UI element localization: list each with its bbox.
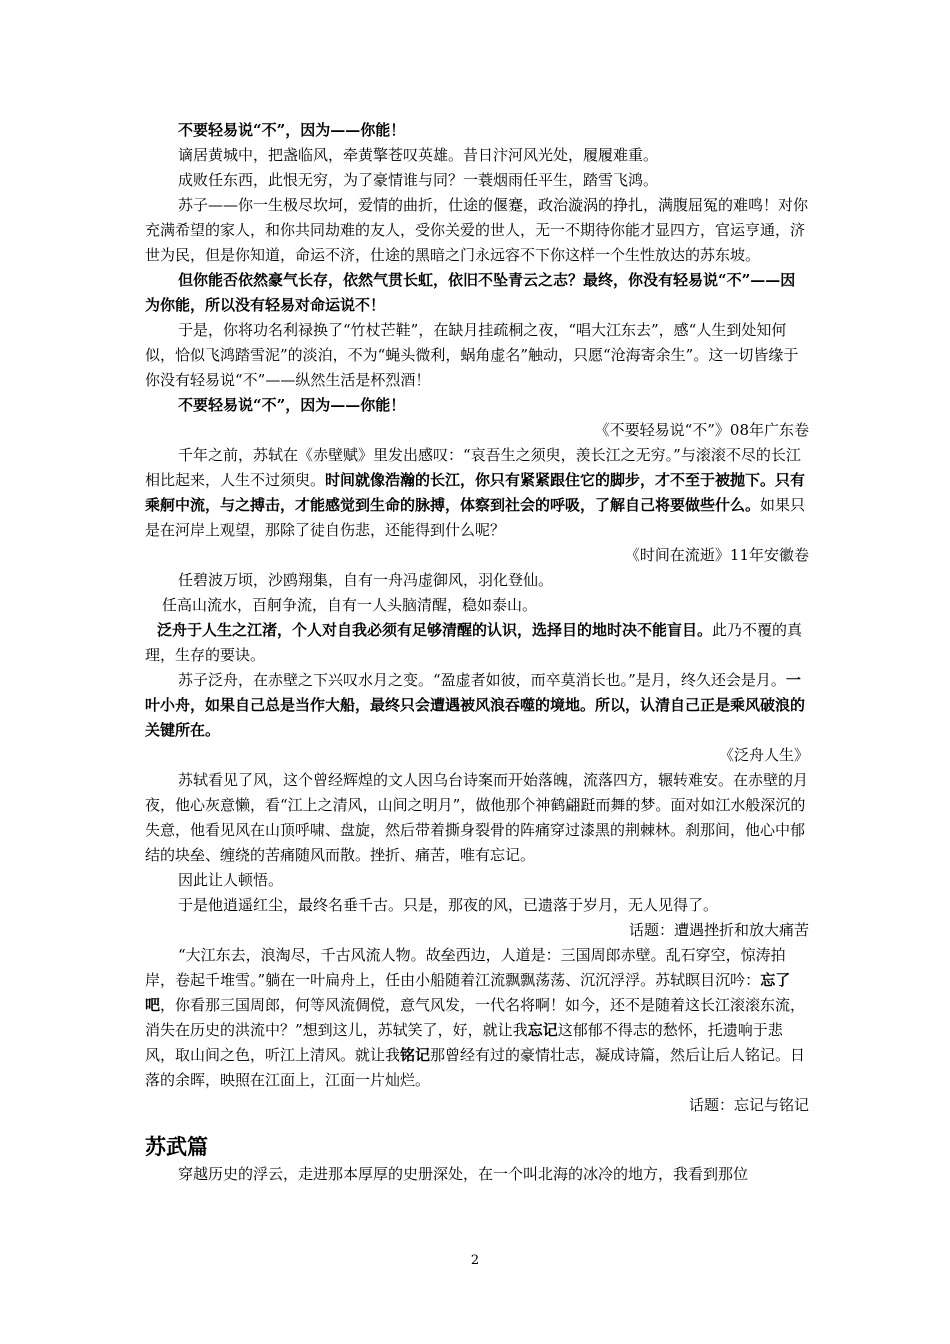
- text-span: ，你看那三国周郎，何等风流倜傥，意气风发，一代名将啊！如今，还不是随着这长江滚滚东流，消失在历史的洪流中？”想到这儿，苏轼笑了，好，就让我: [145, 996, 806, 1039]
- text-span: 苏子泛舟，在赤壁之下兴叹水月之变。“盈虚者如彼，而卒莫消长也。”是月，终久还会是月。: [178, 671, 786, 689]
- source-citation: 《不要轻易说“不”》08年广东卷: [594, 421, 809, 439]
- text-span: 那曾经有过的豪情壮志，凝成诗篇，然后让后人铭记。日落的余晖，映照在江面上，江面一片灿烂。: [145, 1046, 806, 1089]
- bold-paragraph: 但你能否依然豪气长存，依然气贯长虹，依旧不坠青云之志？最终，你没有轻易说“不”——因为你能，所以没有轻易对命运说不！: [145, 271, 796, 314]
- paragraph: [145, 618, 809, 668]
- page-number: 2: [470, 1253, 480, 1268]
- paragraph: [145, 443, 809, 543]
- paragraph: 苏轼看见了风，这个曾经辉煌的文人因乌台诗案而开始落魄，流落四方，辗转难安。在赤壁的月夜，他心灰意懒，看“江上之清风，山间之明月”，做他那个神鹤翩跹而舞的梦。面对如江水般深沉的失意，他看见风在山顶呼啸、盘旋，然后带着撕身裂骨的阵痛穿过漆黑的荆棘林。刹那间，他心中郁结的块垒、缠绕的苦痛随风而散。挫折、痛苦，唯有忘记。: [145, 771, 809, 864]
- bold-paragraph: 不要轻易说“不”，因为——你能！: [178, 396, 406, 414]
- source-citation: 《时间在流逝》11年安徽卷: [624, 546, 809, 564]
- paragraph: [145, 943, 809, 1093]
- text-span: 千年之前，苏轼在《赤壁赋》里发出感叹：“哀吾生之须臾，羡长江之无穷。”与滚滚不尽的长江相比起来，人生不过须臾。: [145, 446, 801, 489]
- bold-paragraph: 不要轻易说“不”，因为——你能！: [178, 121, 406, 139]
- text-span: 如果只是在河岸上观望，那除了徒自伤悲，还能得到什么呢？: [145, 496, 806, 539]
- paragraph: 苏子——你一生极尽坎坷，爱情的曲折，仕途的偃蹇，政治漩涡的挣扎，满腹屈冤的难鸣！对你充满希望的家人，和你共同劫难的友人，受你关爱的世人，无一不期待你能才显四方，官运亨通，济世为民，但是你知道，命运不济，仕途的黑暗之门永远容不下你这样一个生性放达的苏东坡。: [145, 196, 809, 264]
- paragraph: 任碧波万顷，沙鸥翔集，自有一舟冯虚御风，羽化登仙。: [178, 571, 554, 589]
- source-citation: 话题：忘记与铭记: [688, 1096, 809, 1114]
- text-span: 此乃不覆的真理，生存的要诀。: [145, 621, 803, 664]
- source-citation: 《泛舟人生》: [718, 746, 809, 764]
- text-span: “大江东去，浪淘尽，千古风流人物。故垒西边，人道是：三国周郎赤壁。乱石穿空，惊涛拍岸，卷起千堆雪。”躺在一叶扁舟上，任由小船随着江流飘飘荡荡、沉沉浮浮。苏轼瞑目沉吟：: [145, 946, 786, 989]
- paragraph: 成败任东西，此恨无穷，为了豪情谁与同？一蓑烟雨任平生，踏雪飞鸿。: [178, 171, 659, 189]
- document-body: [145, 118, 809, 1187]
- bold-text-span: 泛舟于人生之江渚，个人对自我必须有足够清醒的认识，选择目的地时决不能盲目。: [157, 621, 713, 639]
- paragraph: 于是他逍遥红尘，最终名垂千古。只是，那夜的风，已遗落于岁月，无人见得了。: [178, 896, 719, 914]
- paragraph: 谪居黄城中，把盏临风，牵黄擎苍叹英雄。昔日汴河风光处，履履难重。: [178, 146, 659, 164]
- paragraph: 任高山流水，百舸争流，自有一人头脑清醒，稳如泰山。: [162, 596, 538, 614]
- bold-text-span: 时间就像浩瀚的长江，你只有紧紧跟住它的脚步，才不至于被抛下。只有乘舸中流，与之搏击，才能感觉到生命的脉搏，体察到社会的呼吸，了解自己将要做些什么。: [145, 471, 806, 514]
- paragraph: 因此让人顿悟。: [178, 871, 284, 889]
- bold-text-span: 一叶小舟，如果自己总是当作大船，最终只会遭遇被风浪吞噬的境地。所以，认清自己正是乘风破浪的关键所在。: [145, 671, 806, 739]
- bold-text-span: 忘了吧: [145, 971, 791, 1014]
- text-span: 这郁郁不得志的愁怀，托遗响于悲风，取山间之色，听江上清风。就让我: [145, 1021, 783, 1064]
- paragraph: [145, 668, 809, 743]
- bold-text-span: 铭记: [400, 1046, 431, 1064]
- section-heading: 苏武篇: [145, 1134, 208, 1159]
- paragraph: 穿越历史的浮云，走进那本厚厚的史册深处，在一个叫北海的冰冷的地方，我看到那位: [178, 1165, 749, 1183]
- paragraph: 于是，你将功名利禄换了“竹杖芒鞋”，在缺月挂疏桐之夜，“唱大江东去”，感“人生到处知何似，恰似飞鸿踏雪泥”的淡泊，不为“蝇头微利，蜗角虚名”触动，只愿“沧海寄余生”。这一切皆缘于你没有轻易说“不”——纵然生活是杯烈酒！: [145, 321, 799, 389]
- bold-text-span: 忘记: [527, 1021, 558, 1039]
- source-citation: 话题：遭遇挫折和放大痛苦: [628, 921, 809, 939]
